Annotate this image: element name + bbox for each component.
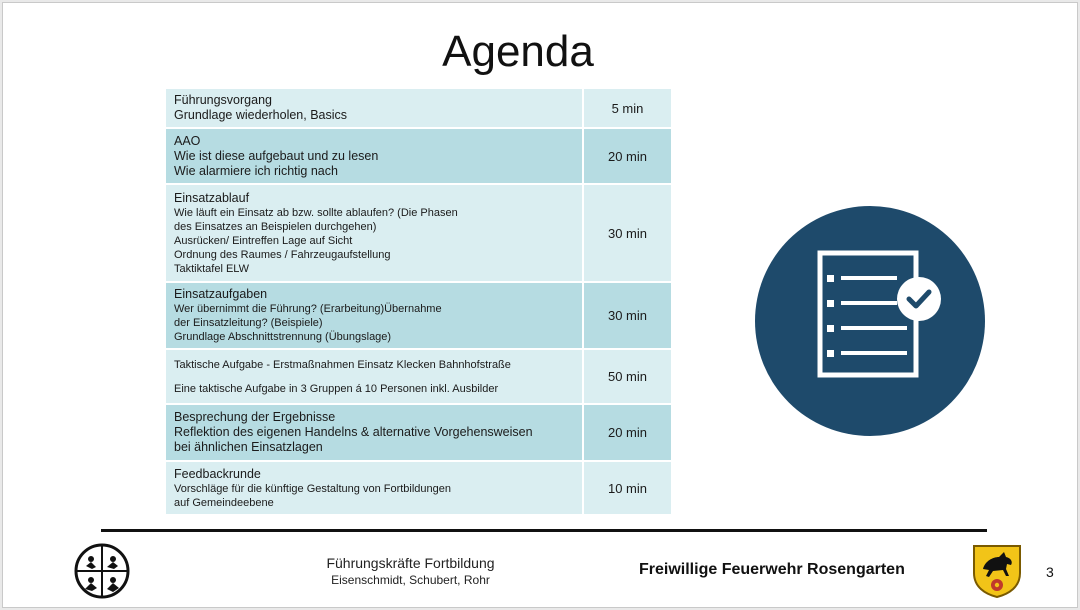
agenda-topic <box>166 88 583 128</box>
agenda-duration: 30 min <box>583 282 671 349</box>
agenda-topic-line: Grundlage wiederholen, Basics <box>174 108 348 122</box>
agenda-topic-line: AAO <box>174 133 201 148</box>
course-authors: Eisenschmidt, Schubert, Rohr <box>331 573 490 587</box>
agenda-row <box>166 461 671 514</box>
course-title: Führungskräfte Fortbildung <box>326 555 495 571</box>
agenda-topic <box>166 184 583 282</box>
fire-brigade-emblem-icon <box>73 542 131 600</box>
agenda-topic-line: Einsatzaufgaben <box>174 287 268 301</box>
agenda-table <box>166 87 671 514</box>
agenda-topic-line: Führungsvorgang <box>174 93 272 107</box>
agenda-row <box>166 349 671 404</box>
agenda-topic-line: Vorschläge für die künftige Gestaltung von Fortbildungen <box>174 482 452 495</box>
agenda-row <box>166 282 671 349</box>
agenda-topic <box>166 404 583 461</box>
agenda-topic <box>166 128 583 184</box>
agenda-topic-line: Wie alarmiere ich richtig nach <box>174 163 338 178</box>
agenda-topic-line: Taktische Aufgabe - Erstmaßnahmen Einsatz Klecken Bahnhofstraße <box>174 358 511 371</box>
agenda-topic-line: Wie läuft ein Einsatz ab bzw. sollte ablaufen? (Die Phasen <box>174 206 458 219</box>
organization-name: Freiwillige Feuerwehr Rosengarten <box>639 561 905 578</box>
agenda-duration: 10 min <box>583 461 671 514</box>
agenda-row <box>166 184 671 282</box>
agenda-topic-line: Reflektion des eigenen Handelns & alternative Vorgehensweisen <box>174 425 533 439</box>
agenda-topic-line: des Einsatzes an Beispielen durchgehen) <box>174 220 377 233</box>
page-number: 3 <box>1046 564 1054 580</box>
agenda-topic-line: Ausrücken/ Eintreffen Lage auf Sicht <box>174 234 353 247</box>
horse-crest-icon <box>971 543 1023 599</box>
agenda-duration: 20 min <box>583 404 671 461</box>
agenda-topic <box>166 349 583 404</box>
slide <box>2 2 1078 608</box>
agenda-topic-line: der Einsatzleitung? (Beispiele) <box>174 317 323 329</box>
footer-divider <box>101 529 987 532</box>
footer-course-info <box>303 555 518 587</box>
agenda-topic-line: Wie ist diese aufgebaut und zu lesen <box>174 148 379 163</box>
agenda-row <box>166 128 671 184</box>
agenda-topic-line: Ordnung des Raumes / Fahrzeugaufstellung <box>174 248 391 261</box>
agenda-duration: 5 min <box>583 88 671 128</box>
slide-title: Agenda <box>442 27 594 76</box>
agenda-row <box>166 404 671 461</box>
agenda-topic-line: Einsatzablauf <box>174 190 250 205</box>
agenda-topic-line: Feedbackrunde <box>174 466 261 481</box>
agenda-topic-line: Wer übernimmt die Führung? (Erarbeitung)Übernahme <box>174 303 442 315</box>
agenda-topic-line: auf Gemeindeebene <box>174 496 274 509</box>
agenda-duration: 20 min <box>583 128 671 184</box>
agenda-topic <box>166 282 583 349</box>
agenda-topic-line: bei ähnlichen Einsatzlagen <box>174 440 323 454</box>
agenda-row <box>166 88 671 128</box>
icon-circle <box>755 206 985 436</box>
agenda-topic-line: Grundlage Abschnittstrennung (Übungslage) <box>174 331 392 343</box>
agenda-duration: 50 min <box>583 349 671 404</box>
checklist-illustration <box>755 206 985 436</box>
agenda-topic-line: Eine taktische Aufgabe in 3 Gruppen á 10 Personen inkl. Ausbilder <box>174 382 499 395</box>
check-badge-icon <box>897 277 941 321</box>
agenda-topic-line: Taktiktafel ELW <box>174 262 249 275</box>
checklist-icon <box>755 206 985 436</box>
agenda-duration: 30 min <box>583 184 671 282</box>
agenda-topic <box>166 461 583 514</box>
agenda-topic-line: Besprechung der Ergebnisse <box>174 410 336 424</box>
